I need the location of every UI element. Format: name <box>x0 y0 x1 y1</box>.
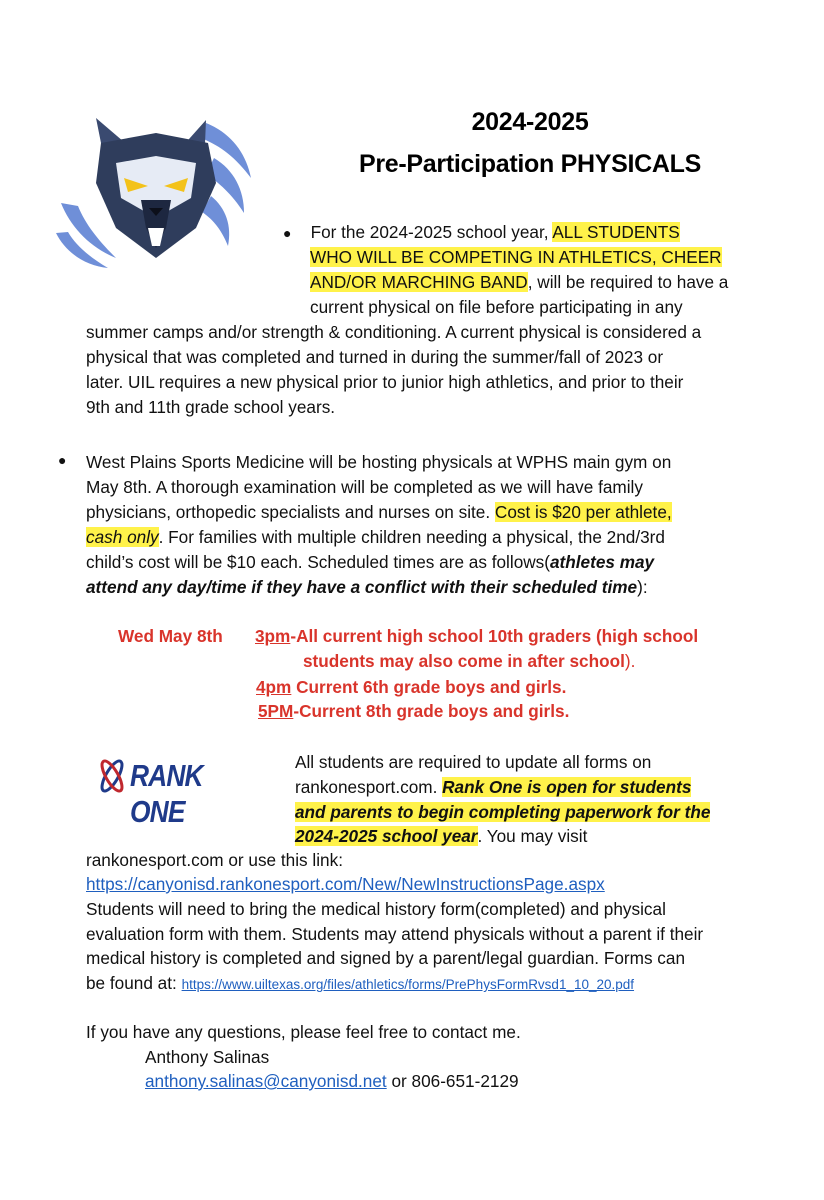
emphasis-text: attend any day/time if they have a conflict with their scheduled time <box>86 577 638 597</box>
uil-form-link[interactable]: https://www.uiltexas.org/files/athletics/forms/PrePhysFormRvsd1_10_20.pdf <box>181 977 635 992</box>
section1-line1 <box>283 220 680 245</box>
section1-line4: current physical on file before participating in any <box>310 297 683 317</box>
text: , will be required to have a <box>527 272 729 292</box>
section2-line5 <box>86 550 654 574</box>
section3-line5: rankonesport.com or use this link: <box>86 850 343 870</box>
text: be found at: <box>86 973 182 993</box>
section3-line9 <box>86 971 634 997</box>
rank-one-text: RANK ONE <box>130 758 203 829</box>
schedule-text: Current 6th grade boys and girls. <box>291 677 567 697</box>
section3-line-link <box>86 872 605 896</box>
schedule-row-3pm-cont <box>303 651 635 672</box>
highlight-text: WHO WILL BE COMPETING IN ATHLETICS, CHEER <box>310 247 722 267</box>
highlight-text: 2024-2025 school year <box>295 826 478 846</box>
highlight-text: ALL STUDENTS <box>552 222 680 242</box>
bullet-icon: ● <box>283 225 292 241</box>
section1-line7: later. UIL requires a new physical prior to junior high athletics, and prior to their <box>86 372 684 392</box>
contact-line: If you have any questions, please feel free to contact me. <box>86 1022 521 1042</box>
text: . You may visit <box>477 826 588 846</box>
schedule-time: 5PM <box>258 701 294 721</box>
schedule-time: 4pm <box>256 677 292 697</box>
schedule-text: ). <box>624 651 636 671</box>
text: For the 2024-2025 school year, <box>310 222 553 242</box>
section1-line5: summer camps and/or strength & conditioning. A current physical is considered a <box>86 322 702 342</box>
schedule-time: 3pm <box>255 626 291 646</box>
schedule-day: Wed May 8th <box>118 626 223 646</box>
section1-line8: 9th and 11th grade school years. <box>86 397 336 417</box>
contact-name: Anthony Salinas <box>145 1047 270 1067</box>
section3-line3 <box>295 800 710 824</box>
schedule-text: -All current high school 10th graders (high school <box>290 626 699 646</box>
section1-line6: physical that was completed and turned in during the summer/fall of 2023 or <box>86 347 664 367</box>
section2-line3 <box>86 500 672 524</box>
page-title: Pre-Participation PHYSICALS <box>359 150 701 178</box>
text: rankonesport.com. <box>295 777 443 797</box>
bullet-icon: ● <box>58 452 67 468</box>
contact-phone: or 806-651-2129 <box>386 1071 519 1091</box>
highlight-text: and parents to begin completing paperwork for the <box>295 802 711 822</box>
section2-line6 <box>86 575 648 599</box>
section3-line4 <box>295 824 587 848</box>
highlight-text: AND/OR MARCHING BAND <box>310 272 528 292</box>
rank-one-logo <box>98 756 273 829</box>
text: child’s cost will be $10 each. Scheduled times are as follows( <box>86 552 550 572</box>
schedule-row-4pm <box>256 677 566 698</box>
section3-line7: evaluation form with them. Students may attend physicals without a parent if their <box>86 924 704 944</box>
contact-email-link[interactable]: anthony.salinas@canyonisd.net <box>145 1071 387 1091</box>
rankone-instructions-link[interactable]: https://canyonisd.rankonesport.com/New/NewInstructionsPage.aspx <box>86 874 605 894</box>
wolf-mascot-icon <box>56 108 256 268</box>
section2-line4 <box>86 525 665 549</box>
schedule-text: students may also come in after school <box>303 651 625 671</box>
section2-line1: West Plains Sports Medicine will be hosting physicals at WPHS main gym on <box>86 452 672 472</box>
highlight-text: Rank One is open for students <box>442 777 692 797</box>
section3-line8: medical history is completed and signed by a parent/legal guardian. Forms can <box>86 948 686 968</box>
text: ): <box>637 577 648 597</box>
schedule-row-3pm <box>255 626 698 647</box>
schedule-text: -Current 8th grade boys and girls. <box>293 701 570 721</box>
section2-line2: May 8th. A thorough examination will be completed as we will have family <box>86 477 643 497</box>
text: physicians, orthopedic specialists and nurses on site. <box>86 502 495 522</box>
highlight-text: Cost is $20 per athlete, <box>494 502 672 522</box>
rank-one-icon <box>98 758 125 793</box>
section1-line2 <box>310 245 722 269</box>
section3-line6: Students will need to bring the medical history form(completed) and physical <box>86 899 666 919</box>
text: . For families with multiple children needing a physical, the 2nd/3rd <box>158 527 665 547</box>
section3-line2 <box>295 775 691 799</box>
page-title-year: 2024-2025 <box>471 108 589 136</box>
emphasis-text: athletes may <box>549 552 655 572</box>
contact-email-line <box>145 1069 519 1093</box>
highlight-text: cash only <box>86 527 159 547</box>
section3-line1: All students are required to update all forms on <box>295 752 652 772</box>
schedule-row-5pm <box>258 701 569 722</box>
section1-line3 <box>310 270 728 294</box>
